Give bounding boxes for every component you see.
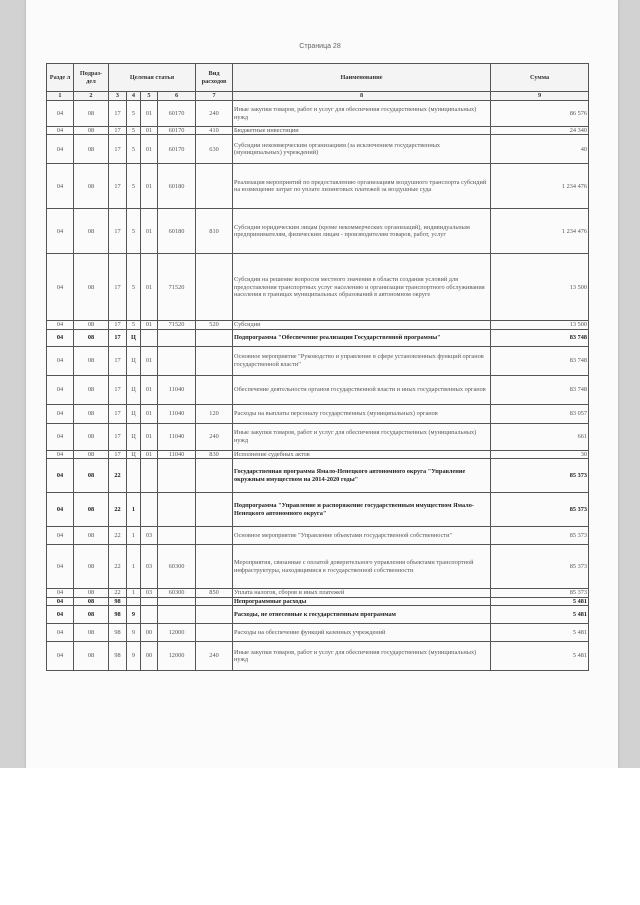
cell-name: Подпрограмма "Обеспечение реализации Государственной программы" (233, 329, 491, 346)
cell-razdel: 04 (47, 254, 74, 321)
cell-name: Расходы, не отнесенные к государственным программам (233, 606, 491, 624)
table-header-row (47, 64, 589, 92)
cell-direction: 60170 (158, 127, 196, 135)
table-row (47, 423, 589, 450)
cell-sum: 83 748 (491, 375, 589, 404)
cell-sum: 85 373 (491, 527, 589, 545)
cell-sum: 85 373 (491, 459, 589, 493)
cell-expense-type: 520 (196, 321, 233, 329)
cell-sum: 85 373 (491, 589, 589, 597)
cell-name: Иные закупки товаров, работ и услуг для обеспечения государственных (муниципальных) нужд (233, 423, 491, 450)
cell-podrazdel: 08 (74, 329, 109, 346)
cell-program: 22 (109, 493, 127, 527)
cell-subprogram: 1 (127, 493, 141, 527)
cell-name: Государственная программа Ямало-Ненецкого автономного округа "Управление окружным имуществом на 2014-2020 годы" (233, 459, 491, 493)
cell-sum: 13 500 (491, 321, 589, 329)
table-row (47, 375, 589, 404)
cell-direction (158, 493, 196, 527)
cell-activity: 01 (141, 423, 158, 450)
cell-expense-type (196, 606, 233, 624)
table-row (47, 642, 589, 671)
cell-subprogram: 1 (127, 527, 141, 545)
cell-name: Субсидии юридическим лицам (кроме некоммерческих организаций), индивидуальным предпринимателям, физическим лицам - производителям товаров, работ, услуг (233, 209, 491, 254)
table-row (47, 209, 589, 254)
cell-activity (141, 493, 158, 527)
cell-program: 17 (109, 329, 127, 346)
cell-direction (158, 597, 196, 605)
cell-expense-type: 810 (196, 209, 233, 254)
cell-expense-type (196, 493, 233, 527)
cell-razdel: 04 (47, 493, 74, 527)
cell-direction: 71520 (158, 254, 196, 321)
table-row (47, 101, 589, 127)
cell-activity: 01 (141, 101, 158, 127)
table-row (47, 404, 589, 423)
cell-podrazdel: 08 (74, 527, 109, 545)
cell-activity: 03 (141, 545, 158, 589)
table-row (47, 589, 589, 597)
header-podrazdel: Подраз- дел (74, 64, 109, 92)
cell-name: Основное мероприятие "Управление объектами государственной собственности" (233, 527, 491, 545)
cell-program: 98 (109, 642, 127, 671)
cell-podrazdel: 08 (74, 127, 109, 135)
cell-activity: 01 (141, 404, 158, 423)
cell-activity: 01 (141, 450, 158, 458)
cell-name: Подпрограмма "Управление и распоряжение государственным имуществом Ямало-Ненецкого автономного округа" (233, 493, 491, 527)
cell-expense-type (196, 459, 233, 493)
cell-expense-type: 120 (196, 404, 233, 423)
table-row (47, 127, 589, 135)
cell-razdel: 04 (47, 127, 74, 135)
cell-sum: 86 576 (491, 101, 589, 127)
col-number: 8 (233, 92, 491, 101)
cell-activity: 01 (141, 209, 158, 254)
cell-name: Обеспечение деятельности органов государственной власти и иных государственных органов (233, 375, 491, 404)
col-number: 4 (127, 92, 141, 101)
cell-razdel: 04 (47, 346, 74, 375)
cell-subprogram: Ц (127, 346, 141, 375)
cell-expense-type: 240 (196, 423, 233, 450)
cell-program: 17 (109, 127, 127, 135)
cell-razdel: 04 (47, 101, 74, 127)
cell-expense-type: 410 (196, 127, 233, 135)
cell-program: 17 (109, 375, 127, 404)
cell-podrazdel: 08 (74, 164, 109, 209)
cell-podrazdel: 08 (74, 375, 109, 404)
cell-expense-type (196, 375, 233, 404)
cell-activity: 00 (141, 624, 158, 642)
cell-activity (141, 606, 158, 624)
cell-subprogram: 9 (127, 606, 141, 624)
cell-podrazdel: 08 (74, 101, 109, 127)
cell-subprogram: 5 (127, 164, 141, 209)
cell-name: Реализация мероприятий по предоставлению организациям воздушного транспорта субсидий на возмещение затрат по уплате лизинговых платежей за воздушные суда (233, 164, 491, 209)
cell-expense-type (196, 346, 233, 375)
cell-direction: 60170 (158, 135, 196, 164)
cell-sum: 83 748 (491, 346, 589, 375)
cell-expense-type: 240 (196, 101, 233, 127)
cell-razdel: 04 (47, 450, 74, 458)
page-number: Страница 28 (299, 43, 341, 50)
cell-expense-type (196, 624, 233, 642)
cell-subprogram: Ц (127, 450, 141, 458)
cell-program: 17 (109, 101, 127, 127)
cell-razdel: 04 (47, 321, 74, 329)
cell-sum: 5 481 (491, 642, 589, 671)
cell-name: Расходы на обеспечение функций казенных учреждений (233, 624, 491, 642)
cell-direction (158, 606, 196, 624)
cell-razdel: 04 (47, 329, 74, 346)
cell-subprogram (127, 459, 141, 493)
cell-activity: 03 (141, 527, 158, 545)
cell-activity (141, 597, 158, 605)
cell-program: 98 (109, 606, 127, 624)
cell-expense-type (196, 254, 233, 321)
cell-direction (158, 329, 196, 346)
cell-program: 22 (109, 527, 127, 545)
column-number-row (47, 92, 589, 101)
header-name: Наименование (233, 64, 491, 92)
cell-activity: 01 (141, 164, 158, 209)
cell-podrazdel: 08 (74, 346, 109, 375)
cell-activity (141, 329, 158, 346)
cell-razdel: 04 (47, 624, 74, 642)
table-row (47, 527, 589, 545)
cell-name: Исполнение судебных актов (233, 450, 491, 458)
cell-razdel: 04 (47, 209, 74, 254)
cell-sum: 13 500 (491, 254, 589, 321)
cell-sum: 30 (491, 450, 589, 458)
cell-expense-type (196, 545, 233, 589)
cell-subprogram: 5 (127, 254, 141, 321)
cell-razdel: 04 (47, 545, 74, 589)
cell-podrazdel: 08 (74, 642, 109, 671)
cell-podrazdel: 08 (74, 545, 109, 589)
table-row (47, 493, 589, 527)
cell-name: Иные закупки товаров, работ и услуг для обеспечения государственных (муниципальных) нужд (233, 642, 491, 671)
cell-expense-type: 240 (196, 642, 233, 671)
cell-podrazdel: 08 (74, 459, 109, 493)
cell-activity: 01 (141, 375, 158, 404)
table-row (47, 606, 589, 624)
cell-program: 17 (109, 321, 127, 329)
cell-program: 17 (109, 450, 127, 458)
cell-direction: 71520 (158, 321, 196, 329)
cell-name: Непрограммные расходы (233, 597, 491, 605)
cell-subprogram: 1 (127, 545, 141, 589)
cell-subprogram: 1 (127, 589, 141, 597)
cell-podrazdel: 08 (74, 423, 109, 450)
col-number: 5 (141, 92, 158, 101)
cell-razdel: 04 (47, 135, 74, 164)
cell-podrazdel: 08 (74, 450, 109, 458)
cell-name: Расходы на выплаты персоналу государственных (муниципальных) органов (233, 404, 491, 423)
cell-activity (141, 459, 158, 493)
cell-direction: 12000 (158, 624, 196, 642)
table-row (47, 545, 589, 589)
cell-podrazdel: 08 (74, 606, 109, 624)
cell-sum: 1 234 476 (491, 209, 589, 254)
cell-subprogram: Ц (127, 329, 141, 346)
table-row (47, 459, 589, 493)
table-row (47, 164, 589, 209)
cell-podrazdel: 08 (74, 209, 109, 254)
cell-program: 22 (109, 545, 127, 589)
cell-podrazdel: 08 (74, 597, 109, 605)
cell-name: Субсидии (233, 321, 491, 329)
header-expense-type: Вид расходов (196, 64, 233, 92)
cell-name: Субсидии некоммерческим организациям (за исключением государственных (муниципальных) учреждений) (233, 135, 491, 164)
cell-sum: 661 (491, 423, 589, 450)
cell-sum: 1 234 476 (491, 164, 589, 209)
cell-sum: 40 (491, 135, 589, 164)
cell-program: 17 (109, 164, 127, 209)
cell-razdel: 04 (47, 527, 74, 545)
cell-sum: 85 373 (491, 545, 589, 589)
cell-sum: 83 057 (491, 404, 589, 423)
cell-activity: 01 (141, 254, 158, 321)
header-razdel: Разде л (47, 64, 74, 92)
cell-program: 17 (109, 346, 127, 375)
col-number: 2 (74, 92, 109, 101)
cell-expense-type: 630 (196, 135, 233, 164)
cell-subprogram: 5 (127, 209, 141, 254)
col-number: 9 (491, 92, 589, 101)
table-row (47, 329, 589, 346)
cell-program: 98 (109, 624, 127, 642)
cell-direction: 60300 (158, 589, 196, 597)
cell-activity: 00 (141, 642, 158, 671)
cell-razdel: 04 (47, 404, 74, 423)
cell-expense-type: 850 (196, 589, 233, 597)
cell-direction: 11040 (158, 404, 196, 423)
cell-direction: 60300 (158, 545, 196, 589)
cell-program: 17 (109, 423, 127, 450)
cell-subprogram: 9 (127, 642, 141, 671)
cell-podrazdel: 08 (74, 254, 109, 321)
cell-activity: 01 (141, 127, 158, 135)
cell-program: 98 (109, 597, 127, 605)
cell-podrazdel: 08 (74, 321, 109, 329)
cell-subprogram: Ц (127, 375, 141, 404)
cell-subprogram: Ц (127, 423, 141, 450)
header-sum: Сумма (491, 64, 589, 92)
cell-program: 17 (109, 404, 127, 423)
cell-sum: 83 748 (491, 329, 589, 346)
cell-sum: 5 481 (491, 624, 589, 642)
cell-sum: 85 373 (491, 493, 589, 527)
cell-sum: 5 481 (491, 597, 589, 605)
cell-razdel: 04 (47, 606, 74, 624)
cell-direction: 60170 (158, 101, 196, 127)
cell-expense-type (196, 329, 233, 346)
cell-activity: 01 (141, 321, 158, 329)
cell-razdel: 04 (47, 597, 74, 605)
cell-podrazdel: 08 (74, 135, 109, 164)
cell-program: 22 (109, 589, 127, 597)
cell-name: Иные закупки товаров, работ и услуг для обеспечения государственных (муниципальных) нужд (233, 101, 491, 127)
cell-direction: 11040 (158, 450, 196, 458)
table-row (47, 597, 589, 605)
cell-podrazdel: 08 (74, 404, 109, 423)
cell-expense-type: 830 (196, 450, 233, 458)
table-row (47, 450, 589, 458)
table-body (47, 101, 589, 671)
cell-direction (158, 346, 196, 375)
col-number: 6 (158, 92, 196, 101)
cell-activity: 01 (141, 346, 158, 375)
cell-podrazdel: 08 (74, 624, 109, 642)
cell-name: Уплата налогов, сборов и иных платежей (233, 589, 491, 597)
cell-subprogram: Ц (127, 404, 141, 423)
cell-subprogram: 9 (127, 624, 141, 642)
cell-razdel: 04 (47, 375, 74, 404)
cell-direction: 60180 (158, 164, 196, 209)
cell-name: Мероприятия, связанные с оплатой доверительного управления объектами транспортной инфраструктуры, находящимися в государственной собственности (233, 545, 491, 589)
cell-direction (158, 527, 196, 545)
cell-expense-type (196, 164, 233, 209)
cell-podrazdel: 08 (74, 589, 109, 597)
cell-subprogram: 5 (127, 321, 141, 329)
cell-activity: 01 (141, 135, 158, 164)
cell-subprogram: 5 (127, 135, 141, 164)
cell-sum: 24 340 (491, 127, 589, 135)
table-row (47, 346, 589, 375)
cell-expense-type (196, 597, 233, 605)
cell-expense-type (196, 527, 233, 545)
table-row (47, 135, 589, 164)
cell-program: 17 (109, 254, 127, 321)
table-row (47, 321, 589, 329)
blank-area (0, 768, 640, 905)
cell-razdel: 04 (47, 164, 74, 209)
cell-program: 22 (109, 459, 127, 493)
cell-direction (158, 459, 196, 493)
cell-activity: 03 (141, 589, 158, 597)
cell-subprogram: 5 (127, 127, 141, 135)
col-number: 3 (109, 92, 127, 101)
cell-razdel: 04 (47, 423, 74, 450)
cell-name: Бюджетные инвестиции (233, 127, 491, 135)
table-row (47, 254, 589, 321)
cell-razdel: 04 (47, 589, 74, 597)
cell-program: 17 (109, 209, 127, 254)
table-row (47, 624, 589, 642)
cell-subprogram: 5 (127, 101, 141, 127)
cell-podrazdel: 08 (74, 493, 109, 527)
cell-name: Субсидии на решение вопросов местного значения в области создания условий для предоставления транспортных услуг населению и организации транспортного обслуживания населения в границах муниципальных образований в автономном округе (233, 254, 491, 321)
col-number: 7 (196, 92, 233, 101)
cell-razdel: 04 (47, 642, 74, 671)
cell-subprogram (127, 597, 141, 605)
cell-razdel: 04 (47, 459, 74, 493)
cell-direction: 11040 (158, 375, 196, 404)
cell-direction: 60180 (158, 209, 196, 254)
cell-direction: 12000 (158, 642, 196, 671)
cell-name: Основное мероприятие "Руководство и управление в сфере установленных функций органов государственной власти" (233, 346, 491, 375)
cell-program: 17 (109, 135, 127, 164)
col-number: 1 (47, 92, 74, 101)
budget-table (46, 63, 589, 671)
cell-sum: 5 481 (491, 606, 589, 624)
header-target-article: Целевая статья (109, 64, 196, 92)
cell-direction: 11040 (158, 423, 196, 450)
